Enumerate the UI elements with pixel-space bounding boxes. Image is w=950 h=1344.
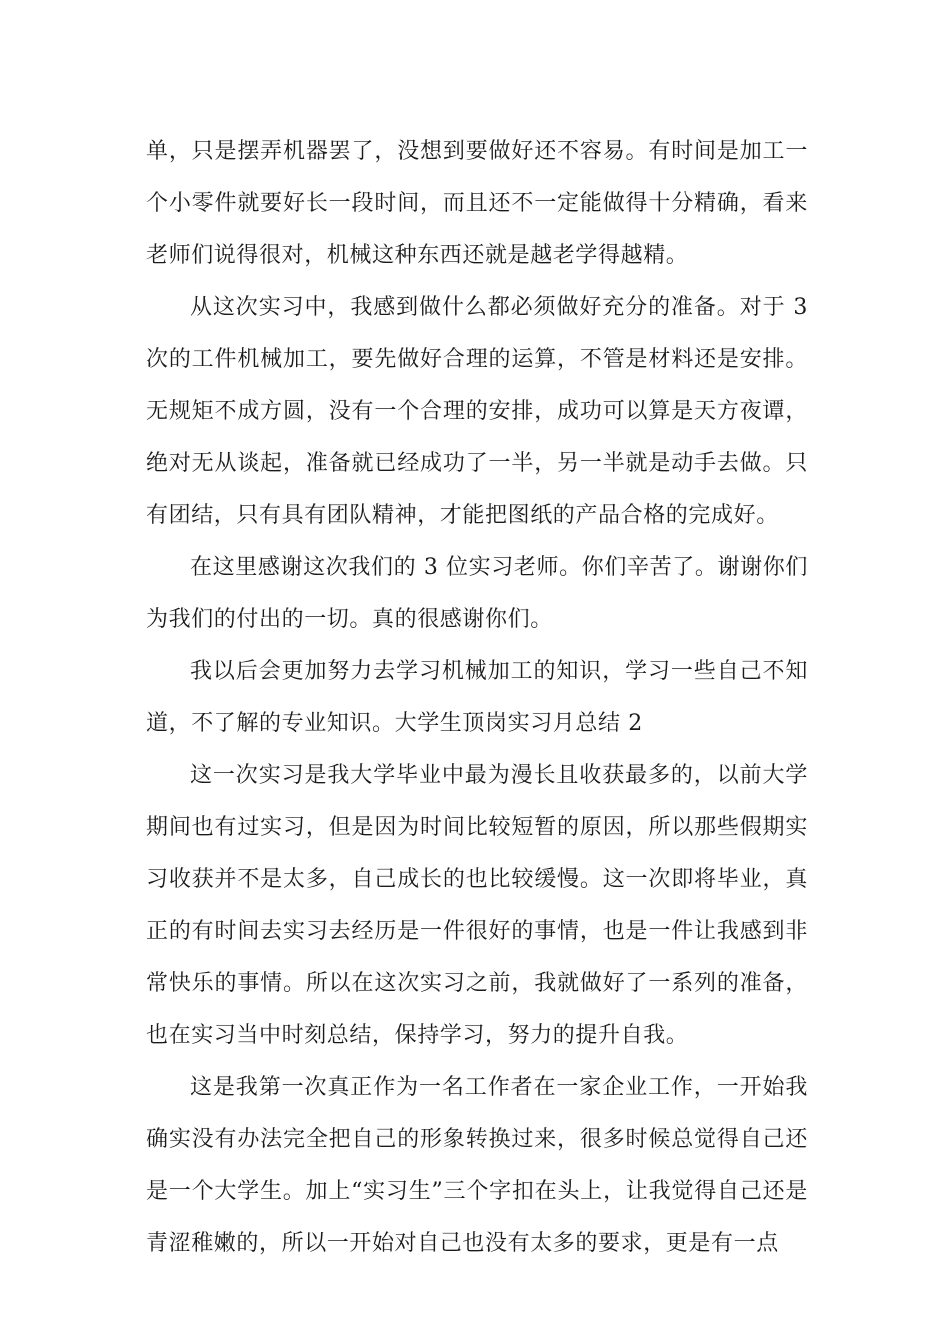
paragraph: 这一次实习是我大学毕业中最为漫长且收获最多的，以前大学期间也有过实习，但是因为时间比较短暂的原因，所以那些假期实习收获并不是太多，自己成长的也比较缓慢。这一次即将毕业，真正的有时间去实习去经历是一件很好的事情，也是一件让我感到非常快乐的事情。所以在这次实习之前，我就做好了一系列的准备，也在实习当中时刻总结，保持学习，努力的提升自我。 xyxy=(146,763,808,1048)
paragraph: 我以后会更加努力去学习机械加工的知识，学习一些自己不知道，不了解的专业知识。大学生顶岗实习月总结 2 xyxy=(146,659,808,736)
paragraph-continuation: 单，只是摆弄机器罢了，没想到要做好还不容易。有时间是加工一个小零件就要好长一段时间，而且还不一定能做得十分精确，看来老师们说得很对，机械这种东西还就是越老学得越精。 xyxy=(146,139,808,268)
document-body xyxy=(146,126,808,1270)
paragraph: 在这里感谢这次我们的 3 位实习老师。你们辛苦了。谢谢你们为我们的付出的一切。真的很感谢你们。 xyxy=(146,555,808,632)
paragraph: 从这次实习中，我感到做什么都必须做好充分的准备。对于 3 次的工件机械加工，要先做好合理的运算，不管是材料还是安排。无规矩不成方圆，没有一个合理的安排，成功可以算是天方夜谭，绝对无从谈起，准备就已经成功了一半，另一半就是动手去做。只有团结，只有具有团队精神，才能把图纸的产品合格的完成好。 xyxy=(146,295,808,528)
paragraph: 这是我第一次真正作为一名工作者在一家企业工作，一开始我确实没有办法完全把自己的形象转换过来，很多时候总觉得自己还是一个大学生。加上“实习生”三个字扣在头上，让我觉得自己还是青涩稚嫩的，所以一开始对自己也没有太多的要求，更是有一点 xyxy=(146,1075,808,1256)
